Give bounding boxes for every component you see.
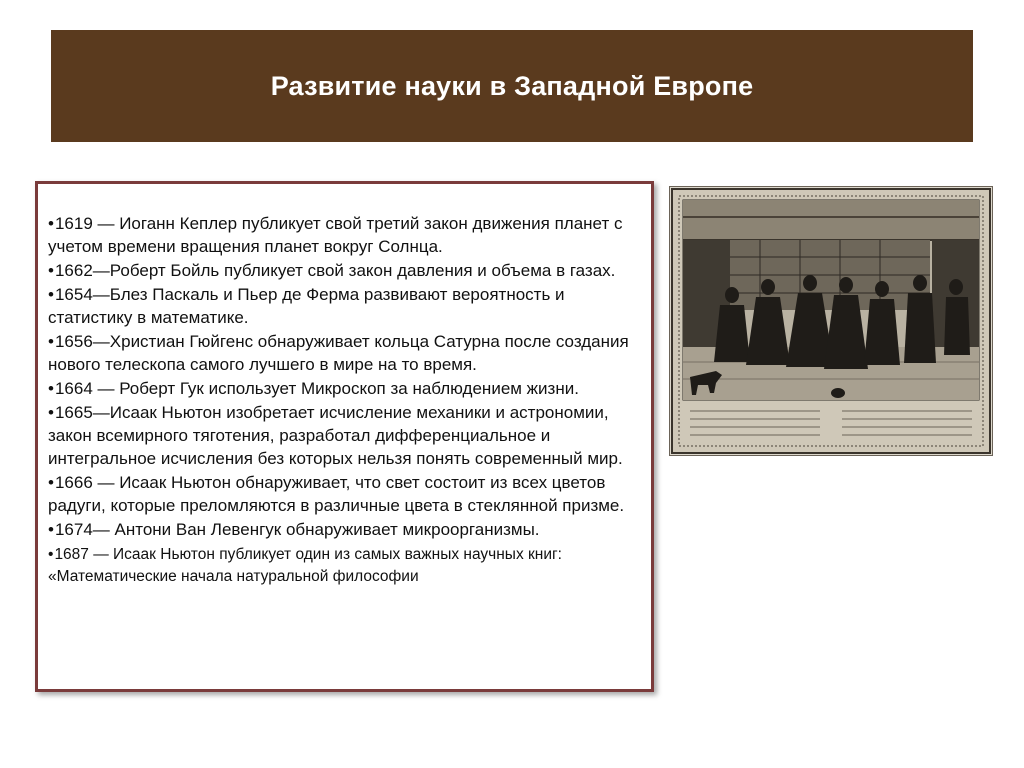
list-item-text: 1665—Исаак Ньютон изобретает исчисление механики и астрономии, закон всемирного тяготения, разработал дифференциальное и интегральное исчисления без которых нельзя понять современный мир. [48,403,623,468]
list-item-text: 1619 — Иоганн Кеплер публикует свой третий закон движения планет с учетом времени вращения планет вокруг Солнца. [48,214,623,256]
list-item-text: 1687 — Исаак Ньютон публикует один из самых важных научных книг: «Математические начала натуральной философии [48,546,562,585]
list-item: •1656—Христиан Гюйгенс обнаруживает кольца Сатурна после создания нового телескопа самого лучшего в мире на то время. [48,332,629,374]
list-item-text: 1674— Антони Ван Левенгук обнаруживает микроорганизмы. [54,520,540,539]
list-item-text: 1666 — Исаак Ньютон обнаруживает, что свет состоит из всех цветов радуги, которые преломляются в различные цвета в стеклянной призме. [48,473,625,515]
list-item: •1662—Роберт Бойль публикует свой закон давления и объема в газах. [48,261,616,280]
engraving-illustration [670,187,992,455]
list-item: •1654—Блез Паскаль и Пьер де Ферма развивают вероятность и статистику в математике. [48,285,565,327]
list-item-text: 1656—Христиан Гюйгенс обнаруживает кольца Сатурна после создания нового телескопа самого лучшего в мире на то время. [48,332,629,374]
list-item-text: 1662—Роберт Бойль публикует свой закон давления и объема в газах. [54,261,616,280]
event-list [48,212,645,588]
list-item: •1674— Антони Ван Левенгук обнаруживает микроорганизмы. [48,520,540,539]
title-bar [51,30,973,142]
list-item-text: 1654—Блез Паскаль и Пьер де Ферма развивают вероятность и статистику в математике. [48,285,565,327]
list-item: •1619 — Иоганн Кеплер публикует свой третий закон движения планет с учетом времени вращения планет вокруг Солнца. [48,214,623,256]
text-box [35,181,654,692]
engraving-image [669,186,993,456]
list-item: •1664 — Роберт Гук использует Микроскоп за наблюдением жизни. [48,379,579,398]
list-item: •1666 — Исаак Ньютон обнаруживает, что свет состоит из всех цветов радуги, которые преломляются в различные цвета в стеклянной призме. [48,473,625,515]
slide-title: Развитие науки в Западной Европе [270,70,754,101]
list-item: •1665—Исаак Ньютон изобретает исчисление механики и астрономии, закон всемирного тяготения, разработал дифференциальное и интегральное исчисления без которых нельзя понять современный мир. [48,403,623,468]
list-item-text: 1664 — Роберт Гук использует Микроскоп за наблюдением жизни. [54,379,579,398]
list-item: •1687 — Исаак Ньютон публикует один из самых важных научных книг: «Математические начала натуральной философии [48,546,562,585]
